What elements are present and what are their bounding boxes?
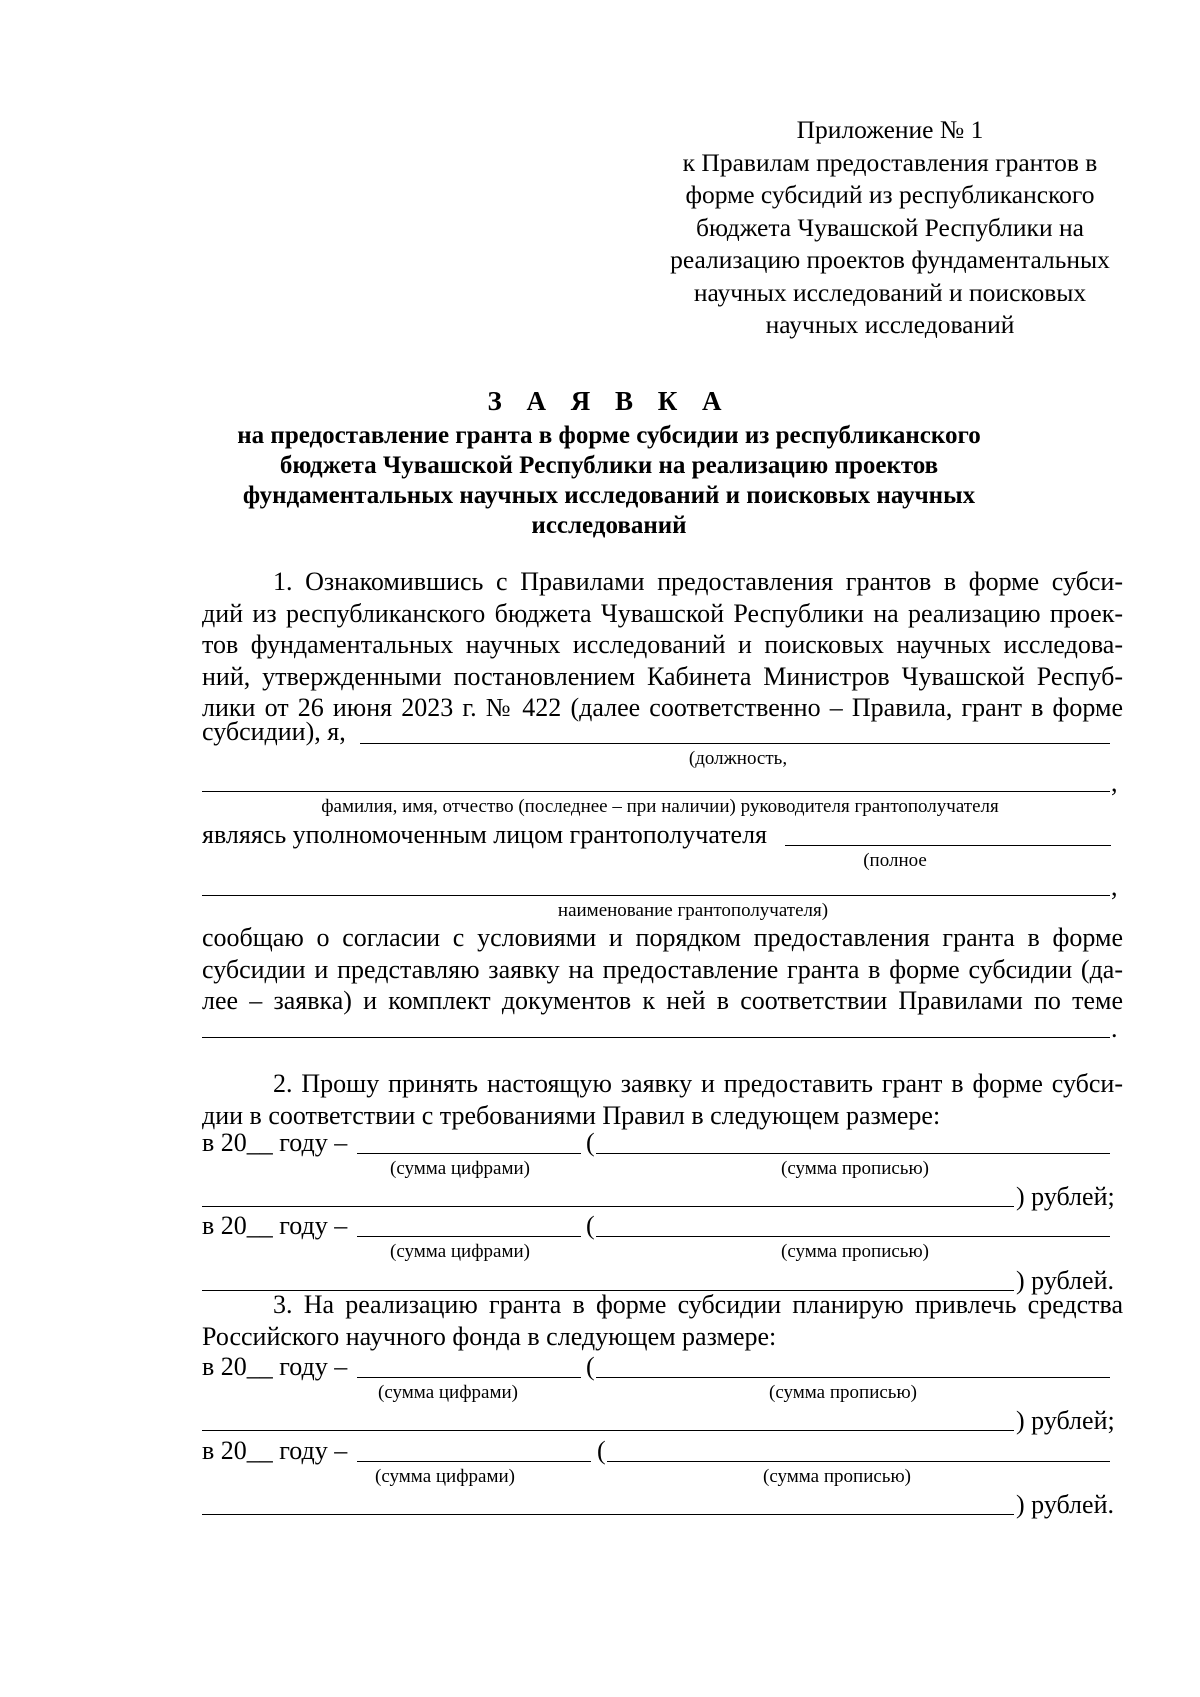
caption-grantee-name: наименование грантополучателя): [557, 900, 829, 921]
grantee-fill-line-2[interactable]: [202, 895, 1110, 896]
title-sub-line: на предоставление гранта в форме субсидии из республиканского: [237, 422, 981, 449]
authorized-text: являясь уполномоченным лицом грантополучателя: [202, 820, 768, 849]
amount-digits-line[interactable]: [357, 1461, 591, 1462]
caption-digits: (сумма цифрами): [378, 1382, 518, 1403]
rubles-text: ) рублей;: [1016, 1406, 1115, 1435]
fullname-fill-line[interactable]: [202, 791, 1110, 792]
amount-words-line[interactable]: [596, 1377, 1110, 1378]
rubles-text: ) рублей;: [1016, 1182, 1115, 1211]
comma: ,: [1111, 768, 1118, 797]
open-paren: (: [597, 1436, 606, 1465]
applicant-intro-text: субсидии), я,: [202, 717, 346, 746]
caption-digits: (сумма цифрами): [375, 1466, 515, 1487]
appendix-line: реализацию проектов фундаментальных: [670, 245, 1110, 274]
rubles-text: ) рублей.: [1016, 1266, 1114, 1295]
title-main: З А Я В К А: [487, 386, 731, 416]
appendix-line: научных исследований: [765, 310, 1015, 339]
year-label: в 20__ году –: [202, 1211, 348, 1240]
title-sub-line: бюджета Чувашской Республики на реализацию проектов: [279, 452, 939, 479]
section-1-line: 1. Ознакомившись с Правилами предоставления грантов в форме субси-: [273, 567, 1123, 596]
open-paren: (: [586, 1128, 595, 1157]
section-3-line: 3. На реализацию гранта в форме субсидии планирую привлечь средства: [273, 1290, 1123, 1319]
section-1-line: тов фундаментальных научных исследований и поисковых научных исследова-: [202, 630, 1123, 660]
amount-words-line[interactable]: [607, 1461, 1110, 1462]
amount-words-line[interactable]: [596, 1236, 1110, 1237]
caption-full: (полное: [863, 850, 927, 871]
position-fill-line[interactable]: [360, 743, 1110, 744]
document-title: [230, 386, 988, 541]
section-3-paragraph: [202, 1289, 1123, 1352]
caption-fio: фамилия, имя, отчество (последнее – при наличии) руководителя грантополучателя: [321, 796, 999, 817]
section-2-line: 2. Прошу принять настоящую заявку и предоставить грант в форме субси-: [273, 1069, 1123, 1098]
section-1-line: лики от 26 июня 2023 г. № 422 (далее соответственно – Правила, грант в форме: [202, 693, 1123, 723]
appendix-line: бюджета Чувашской Республики на: [696, 212, 1084, 242]
section-2-line: дии в соответствии с требованиями Правил в следующем размере:: [202, 1100, 941, 1130]
consent-line: сообщаю о согласии с условиями и порядком предоставления гранта в форме: [202, 923, 1123, 952]
amount-digits-line[interactable]: [357, 1153, 581, 1154]
caption-digits: (сумма цифрами): [390, 1241, 530, 1262]
comma: ,: [1111, 872, 1118, 901]
title-sub-line: исследований: [531, 512, 687, 539]
rubles-text: ) рублей.: [1016, 1490, 1114, 1519]
section-3-line: Российского научного фонда в следующем размере:: [202, 1321, 777, 1351]
appendix-line: к Правилам предоставления грантов в: [682, 147, 1098, 177]
appendix-line: форме субсидий из республиканского: [685, 180, 1095, 209]
caption-words: (сумма прописью): [781, 1158, 929, 1179]
amount-words-line-2[interactable]: [202, 1430, 1014, 1431]
year-label: в 20__ году –: [202, 1128, 348, 1157]
amount-digits-line[interactable]: [357, 1236, 581, 1237]
caption-position: (должность,: [688, 748, 788, 769]
section-2-paragraph: [202, 1068, 1123, 1131]
caption-words: (сумма прописью): [781, 1241, 929, 1262]
appendix-line: научных исследований и поисковых: [693, 277, 1087, 307]
section-1-paragraph: [202, 566, 1123, 724]
amount-digits-line[interactable]: [357, 1377, 581, 1378]
topic-fill-line[interactable]: [202, 1037, 1110, 1038]
appendix-header: [655, 114, 1125, 342]
title-subtitle: [230, 421, 988, 541]
consent-paragraph: [202, 922, 1123, 1017]
title-sub-line: фундаментальных научных исследований и поисковых научных: [242, 482, 976, 509]
year-label: в 20__ году –: [202, 1352, 348, 1381]
appendix-line: Приложение № 1: [796, 115, 984, 144]
caption-words: (сумма прописью): [763, 1466, 911, 1487]
amount-words-line[interactable]: [596, 1153, 1110, 1154]
grantee-fill-line-1[interactable]: [785, 845, 1111, 846]
period: .: [1111, 1014, 1118, 1043]
amount-words-line-2[interactable]: [202, 1206, 1014, 1207]
open-paren: (: [586, 1211, 595, 1240]
year-label: в 20__ году –: [202, 1436, 348, 1465]
section-1-line: дий из республиканского бюджета Чувашской Республики на реализацию проек-: [202, 598, 1123, 628]
section-1-line: ний, утвержденными постановлением Кабинета Министров Чувашской Респуб-: [202, 661, 1123, 691]
caption-digits: (сумма цифрами): [390, 1158, 530, 1179]
open-paren: (: [586, 1352, 595, 1381]
amount-words-line-2[interactable]: [202, 1514, 1014, 1515]
consent-line: лее – заявка) и комплект документов к ней в соответствии Правилами по теме: [202, 986, 1123, 1016]
consent-line: субсидии и представляю заявку на предоставление гранта в форме субсидии (да-: [202, 954, 1123, 984]
caption-words: (сумма прописью): [769, 1382, 917, 1403]
